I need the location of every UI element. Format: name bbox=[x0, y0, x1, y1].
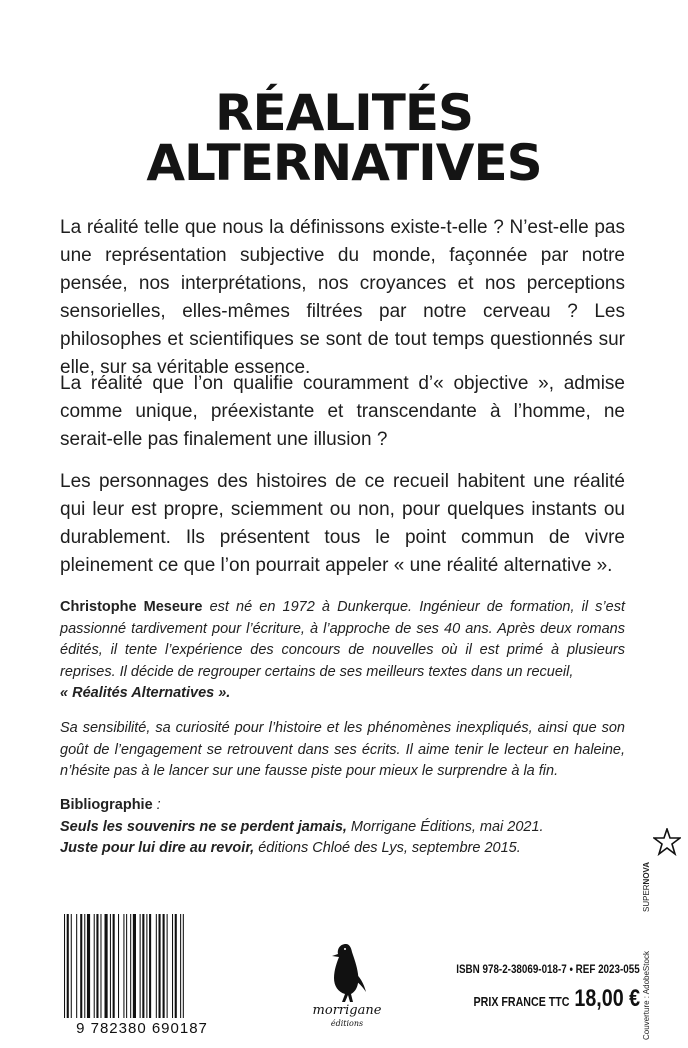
barcode-bar bbox=[100, 914, 101, 1018]
price-label: PRIX FRANCE TTC bbox=[473, 994, 570, 1009]
blurb-paragraph-1: La réalité telle que nous la définissons existe-t-elle ? N’est-elle pas une représentation subjective du monde, façonnée par notre pensée, nos interprétations, nos croyances et nos perceptions sensorielles, elles-mêmes filtrées par notre cerveau ? Les philosophes et scientifiques se sont de tout temps questionnés sur elle, sur sa véritable essence. bbox=[60, 217, 625, 378]
barcode-bar bbox=[140, 914, 141, 1018]
barcode-bar bbox=[84, 914, 85, 1018]
bibliography-item-title: Seuls les souvenirs ne se perdent jamais, bbox=[60, 818, 347, 835]
barcode-bar bbox=[76, 914, 77, 1018]
barcode-bar bbox=[118, 914, 119, 1018]
author-bio-2: Sa sensibilité, sa curiosité pour l’histoire et les phénomènes inexpliqués, ainsi que son goût de l’engagement se retrouvent dans ses écrits. Il aime tenir le lecteur en haleine, n’hésite pas à le lancer sur une fausse piste pour mieux le surprendre à la fin. bbox=[60, 720, 625, 779]
bibliography-item-title: Juste pour lui dire au revoir, bbox=[60, 840, 255, 856]
supernova-brand-a: SUPER bbox=[642, 884, 651, 912]
barcode-bar bbox=[64, 914, 65, 1018]
price-amount: 18,00 € bbox=[574, 985, 640, 1012]
bibliography-colon: : bbox=[152, 797, 161, 813]
barcode-bar bbox=[149, 914, 151, 1018]
barcode-bar bbox=[113, 914, 115, 1018]
supernova-brand bbox=[642, 852, 662, 912]
barcode-bar bbox=[71, 914, 72, 1018]
barcode-bar bbox=[180, 914, 181, 1018]
author-bio bbox=[60, 597, 625, 705]
crow-icon bbox=[332, 944, 366, 1002]
barcode-bar bbox=[110, 914, 111, 1018]
barcode-bar bbox=[96, 914, 98, 1018]
barcode-bar bbox=[130, 914, 131, 1018]
isbn-line: ISBN 978-2-38069-018-7 • REF 2023-055 bbox=[456, 962, 640, 976]
barcode-bar bbox=[146, 914, 147, 1018]
supernova-brand-b: NOVA bbox=[642, 861, 651, 885]
cover-credit: Couverture : AdobeStock bbox=[642, 951, 651, 1040]
bibliography-item bbox=[60, 817, 625, 839]
barcode-bar bbox=[123, 914, 124, 1018]
barcode-bar bbox=[167, 914, 168, 1018]
barcode-bar bbox=[126, 914, 127, 1018]
barcode bbox=[62, 914, 222, 1018]
barcode-bar bbox=[94, 914, 95, 1018]
barcode-bar bbox=[105, 914, 108, 1018]
price-line bbox=[473, 985, 640, 1013]
barcode-bar bbox=[183, 914, 184, 1018]
barcode-bar bbox=[159, 914, 161, 1018]
publisher-sub: éditions bbox=[330, 1019, 364, 1028]
book-title-reference: « Réalités Alternatives ». bbox=[60, 685, 231, 701]
blurb-paragraph-3: Les personnages des histoires de ce recueil habitent une réalité qui leur est propre, sciemment ou non, pour quelques instants ou durablement. Ils présentent tous le point commun de vivre pleinement ce que l’on pourrait appeler « une réalité alternative ». bbox=[60, 471, 625, 576]
bibliography-item-details: éditions Chloé des Lys, septembre 2015. bbox=[254, 840, 521, 856]
barcode-bar bbox=[87, 914, 90, 1018]
author-name: Christophe Meseure bbox=[60, 599, 203, 615]
book-title-line1: RÉALITÉS bbox=[214, 84, 474, 142]
bibliography-label: Bibliographie bbox=[60, 797, 153, 813]
publisher-name: morrigane bbox=[312, 1003, 382, 1018]
barcode-bar bbox=[67, 914, 69, 1018]
publisher-logo bbox=[312, 930, 382, 1030]
bibliography-item-details: Morrigane Éditions, mai 2021. bbox=[346, 818, 544, 835]
barcode-bar bbox=[172, 914, 173, 1018]
bibliography bbox=[60, 795, 625, 860]
barcode-bar bbox=[133, 914, 136, 1018]
author-bio-text: est né en 1972 à Dunkerque. Ingénieur de formation, il s’est passionné tardivement pour l’écriture, à l’approche de ses 40 ans. Après deux romans édités, il tente l’expérience des concours de nouvelles où il est primé à plusieurs reprises. Il décide de regrouper certains de ses meilleurs textes dans un recueil, bbox=[60, 599, 625, 680]
barcode-bar bbox=[142, 914, 144, 1018]
bibliography-item bbox=[60, 838, 625, 860]
barcode-bar bbox=[163, 914, 165, 1018]
barcode-number: 9 782380 690187 bbox=[76, 1020, 208, 1037]
blurb-paragraph-2: La réalité que l’on qualifie couramment d’« objective », admise comme unique, préexistante et transcendante à l’homme, ne serait-elle pas finalement une illusion ? bbox=[60, 373, 625, 450]
book-title-line2: ALTERNATIVES bbox=[146, 134, 542, 192]
barcode-bar bbox=[80, 914, 82, 1018]
barcode-bar bbox=[175, 914, 177, 1018]
barcode-bar bbox=[156, 914, 157, 1018]
